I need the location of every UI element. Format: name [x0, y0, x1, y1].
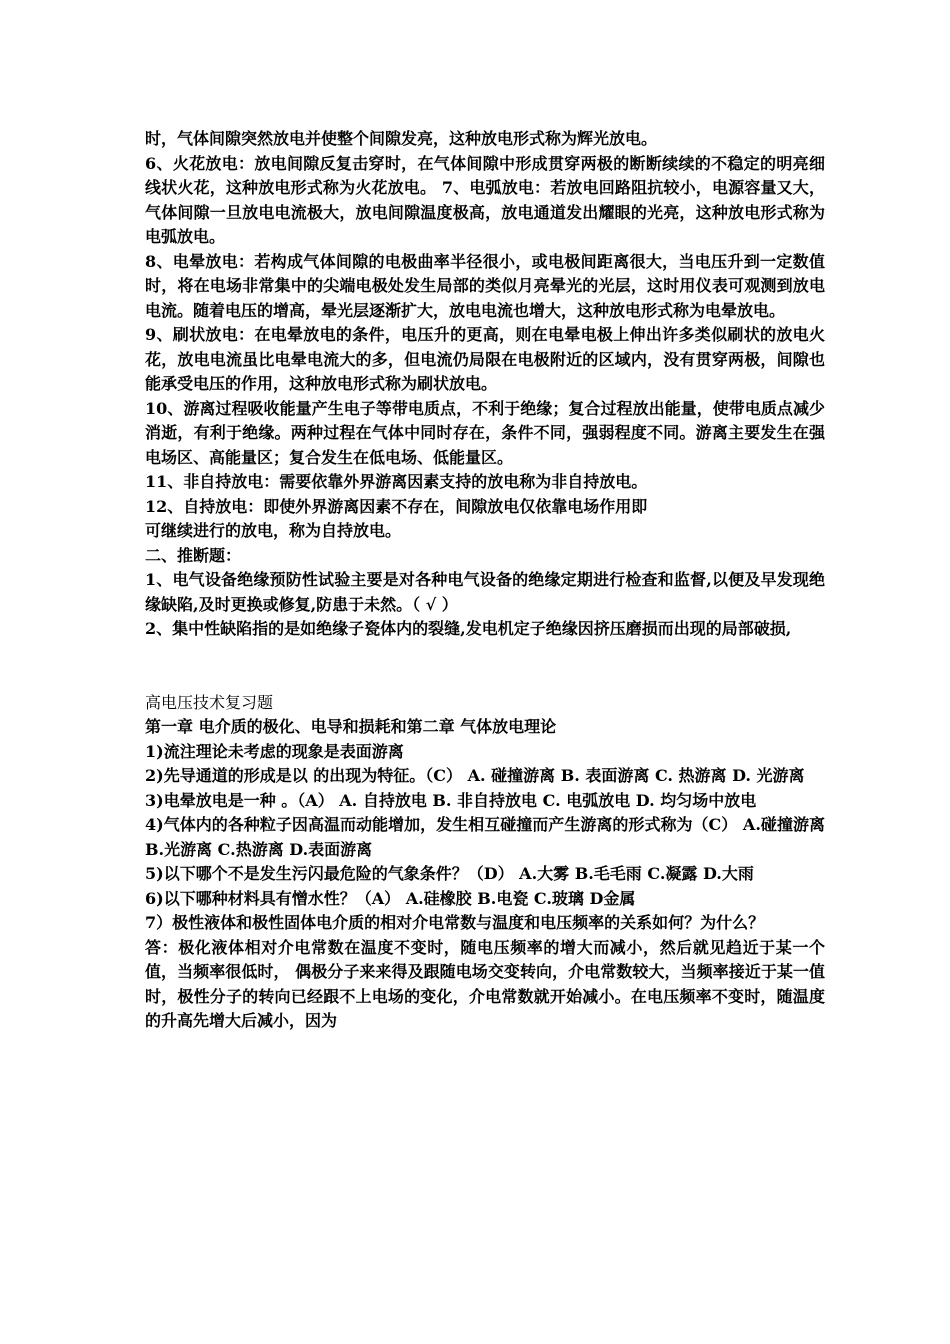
- paragraph-self-sustained-discharge-line2: 可继续进行的放电，称为自持放电。: [145, 521, 402, 540]
- paragraph-non-self-sustained-discharge: 11、非自持放电：需要依靠外界游离因素支持的放电称为非自持放电。: [145, 472, 648, 491]
- paragraph-self-sustained-discharge-line1: 12、自持放电：即使外界游离因素不存在，间隙放电仅依靠电场作用即: [145, 496, 648, 516]
- answer-7: 答：极化液体相对介电常数在温度不变时，随电压频率的增大而减小，然后就见趋近于某一个值，当频率很低时， 偶极分子来来得及跟随电场交变转向，介电常数较大，当频率接近于某一值时，极性分子的转向已经跟不上电场的变化，介电常数就开始减小。在电压频率不变时，随温度的升高先增大后减小，因为: [145, 937, 825, 1030]
- paragraph-corona-discharge: 8、电晕放电：若构成气体间隙的电极曲率半径很小，或电极间距离很大，当电压升到一定数值时，将在电场非常集中的尖端电极处发生局部的类似月亮晕光的光层，这时用仪表可观测到放电电流。随着电压的增高，晕光层逐渐扩大，放电电流也增大，这种放电形式称为电晕放电。: [145, 251, 825, 320]
- question-3: 3)电晕放电是一种 。（A） A. 自持放电 B. 非自持放电 C. 电弧放电 D. 均匀场中放电: [145, 790, 757, 810]
- question-7: 7）极性液体和极性固体电介质的相对介电常数与温度和电压频率的关系如何？为什么？: [145, 913, 765, 932]
- question-4: 4)气体内的各种粒子因高温而动能增加，发生相互碰撞而产生游离的形式称为（C） A.碰撞游离 B.光游离 C.热游离 D.表面游离: [145, 815, 825, 859]
- paragraph-ionization-recombination: 10、游离过程吸收能量产生电子等带电质点，不利于绝缘；复合过程放出能量，使带电质点减少消逝，有利于绝缘。两种过程在气体中同时存在，条件不同，强弱程度不同。游离主要发生在强电场区、高能量区；复合发生在低电场、低能量区。: [145, 398, 825, 467]
- paragraph-glow-discharge-end: 时，气体间隙突然放电并使整个间隙发亮，这种放电形式称为辉光放电。: [145, 129, 658, 148]
- judgement-question-1: 1、电气设备绝缘预防性试验主要是对各种电气设备的绝缘定期进行检查和监督,以便及早发现绝缘缺陷,及时更换或修复,防患于未然。（ √ ）: [145, 570, 825, 614]
- heading-judgement-questions: 二、推断题：: [145, 545, 242, 565]
- paragraph-brush-discharge: 9、刷状放电：在电晕放电的条件，电压升的更高，则在电晕电极上伸出许多类似刷状的放电火花，放电电流虽比电晕电流大的多，但电流仍局限在电极附近的区域内，没有贯穿两极，间隙也能承受电压的作用，这种放电形式称为刷状放电。: [145, 325, 825, 393]
- review-title: 高电压技术复习题: [145, 692, 274, 712]
- question-1: 1)流注理论未考虑的现象是表面游离: [145, 741, 404, 761]
- question-6: 6)以下哪种材料具有憎水性？（A） A.硅橡胶 B.电瓷 C.玻璃 D金属: [145, 888, 636, 908]
- question-5: 5)以下哪个不是发生污闪最危险的气象条件？（D） A.大雾 B.毛毛雨 C.凝露 D.大雨: [145, 864, 754, 883]
- section-spacer: [145, 642, 825, 691]
- chapter-heading: 第一章 电介质的极化、电导和损耗和第二章 气体放电理论: [145, 717, 557, 736]
- judgement-question-2: 2、集中性缺陷指的是如绝缘子瓷体内的裂缝,发电机定子绝缘因挤压磨损而出现的局部破损,: [145, 619, 792, 638]
- document-page: [145, 127, 825, 1034]
- paragraph-spark-arc-discharge: 6、火花放电：放电间隙反复击穿时，在气体间隙中形成贯穿两极的断断续续的不稳定的明亮细线状火花，这种放电形式称为火花放电。 7、电弧放电：若放电回路阻抗较小，电源容量又大，气体间隙一旦放电电流极大，放电间隙温度极高，放电通道发出耀眼的光亮，这种放电形式称为电弧放电。: [145, 153, 825, 246]
- question-2: 2)先导通道的形成是以 的出现为特征。（C） A. 碰撞游离 B. 表面游离 C. 热游离 D. 光游离: [145, 766, 805, 785]
